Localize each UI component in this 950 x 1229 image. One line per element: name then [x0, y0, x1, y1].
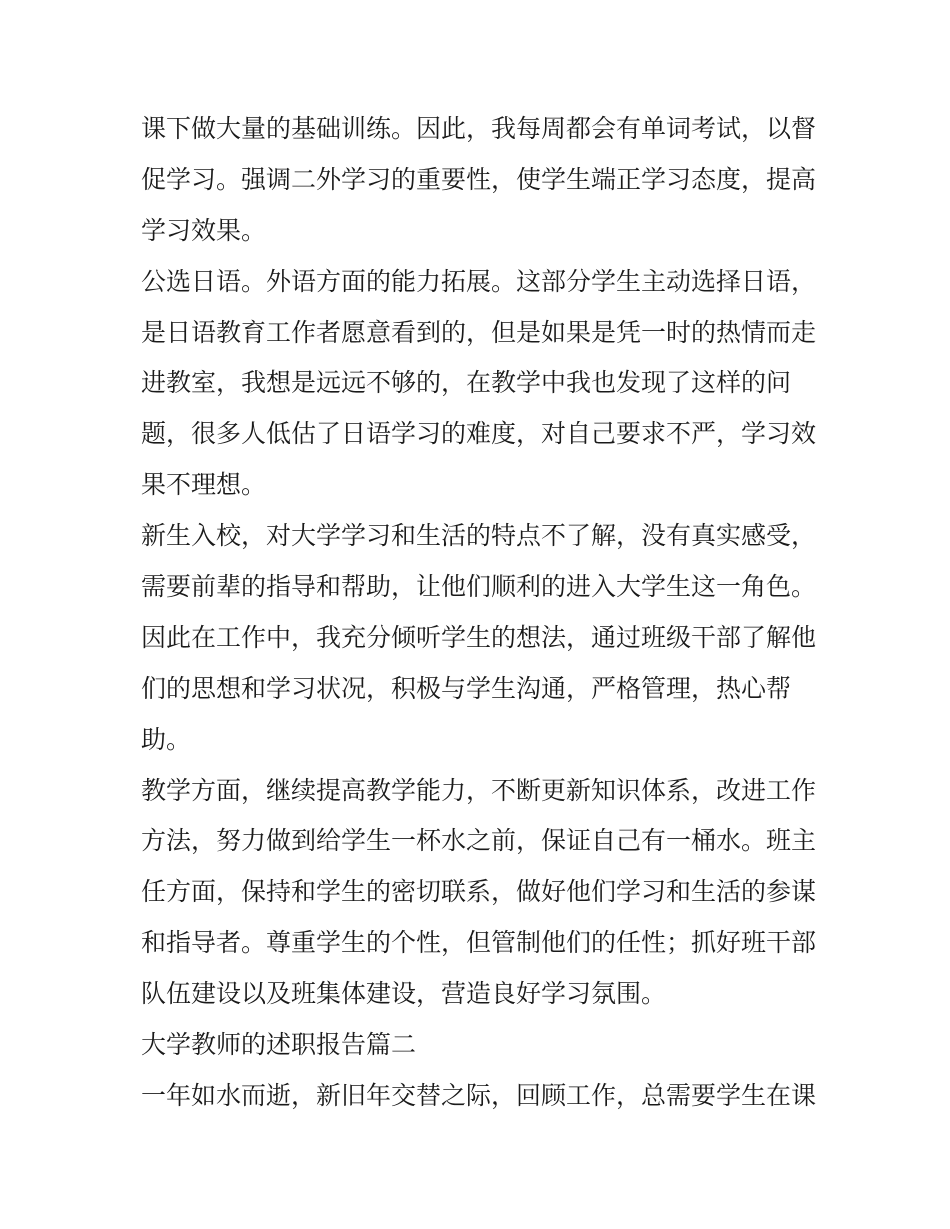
document-body — [141, 104, 821, 1122]
text-line: 果不理想。 — [141, 470, 267, 500]
text-line: 是日语教育工作者愿意看到的，但是如果是凭一时的热情而走 — [141, 317, 817, 347]
text-line: 促学习。强调二外学习的重要性，使学生端正学习态度，提高 — [141, 164, 817, 194]
text-line: 新生入校，对大学学习和生活的特点不了解，没有真实感受， — [141, 521, 817, 551]
section-heading: 大学教师的述职报告篇二 — [141, 1030, 417, 1060]
text-line: 助。 — [141, 724, 192, 754]
text-line: 课下做大量的基础训练。因此，我每周都会有单词考试，以督 — [141, 114, 817, 143]
text-line: 学习效果。 — [141, 215, 267, 245]
text-line: 们的思想和学习状况，积极与学生沟通，严格管理，热心帮 — [141, 673, 792, 703]
text-line: 需要前辈的指导和帮助，让他们顺利的进入大学生这一角色。 — [141, 572, 817, 602]
text-line: 队伍建设以及班集体建设，营造良好学习氛围。 — [141, 979, 667, 1009]
text-line: 因此在工作中，我充分倾听学生的想法，通过班级干部了解他 — [141, 622, 817, 652]
text-line: 题，很多人低估了日语学习的难度，对自己要求不严，学习效 — [141, 419, 817, 449]
text-line: 公选日语。外语方面的能力拓展。这部分学生主动选择日语， — [141, 266, 817, 296]
text-line: 方法，努力做到给学生一杯水之前，保证自己有一桶水。班主 — [141, 826, 817, 856]
text-line: 进教室，我想是远远不够的，在教学中我也发现了这样的问 — [141, 368, 792, 398]
text-line: 任方面，保持和学生的密切联系，做好他们学习和生活的参谋 — [141, 877, 817, 907]
text-line: 教学方面，继续提高教学能力，不断更新知识体系，改进工作 — [141, 775, 817, 805]
text-line: 和指导者。尊重学生的个性，但管制他们的任性；抓好班干部 — [141, 928, 817, 958]
text-line: 一年如水而逝，新旧年交替之际，回顾工作，总需要学生在课 — [141, 1080, 817, 1110]
